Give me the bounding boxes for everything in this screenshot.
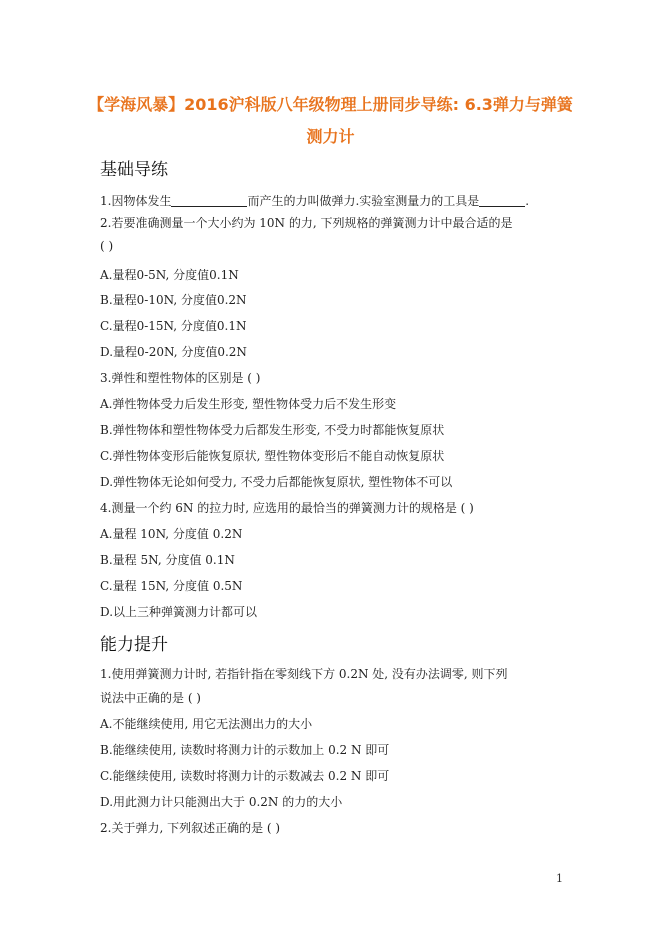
- question-4-option-c: C.量程 15N, 分度值 0.5N: [100, 579, 243, 593]
- page-number: 1: [556, 872, 563, 885]
- question-2-option-b: B.量程0-10N, 分度值0.2N: [100, 293, 247, 307]
- question-2-option-c: C.量程0-15N, 分度值0.1N: [100, 319, 247, 333]
- question-1-text-c: .: [525, 194, 530, 208]
- problem-2: 2.关于弹力, 下列叙述正确的是 ( ): [100, 821, 281, 835]
- question-4-option-a: A.量程 10N, 分度值 0.2N: [100, 527, 243, 541]
- question-1-text-b: 而产生的力叫做弹力.实验室测量力的工具是: [247, 194, 480, 208]
- question-4-option-d: D.以上三种弹簧测力计都可以: [100, 605, 258, 619]
- problem-1-option-d: D.用此测力计只能测出大于 0.2N 的力的大小: [100, 795, 343, 809]
- question-2-option-d: D.量程0-20N, 分度值0.2N: [100, 345, 247, 359]
- section-heading-basic-practice: 基础导练: [100, 160, 168, 180]
- question-1: [100, 192, 529, 209]
- answer-blank: [171, 194, 247, 207]
- question-4-option-b: B.量程 5N, 分度值 0.1N: [100, 553, 235, 567]
- section-heading-ability-improvement: 能力提升: [100, 635, 168, 655]
- problem-1-option-b: B.能继续使用, 读数时将测力计的示数加上 0.2 N 即可: [100, 743, 390, 757]
- question-2-line-2: ( ): [100, 239, 114, 253]
- question-3-option-a: A.弹性物体受力后发生形变, 塑性物体受力后不发生形变: [100, 397, 397, 411]
- document-title-line-2: 测力计: [306, 127, 355, 146]
- problem-1-line-2: 说法中正确的是 ( ): [100, 691, 201, 705]
- problem-1-line-1: 1.使用弹簧测力计时, 若指针指在零刻线下方 0.2N 处, 没有办法调零, 则下列: [100, 667, 508, 681]
- question-1-text-a: 1.因物体发生: [100, 194, 172, 208]
- problem-1-option-a: A.不能继续使用, 用它无法测出力的大小: [100, 717, 313, 731]
- answer-blank: [479, 194, 525, 207]
- question-3-option-b: B.弹性物体和塑性物体受力后都发生形变, 不受力时都能恢复原状: [100, 423, 445, 437]
- question-3: 3.弹性和塑性物体的区别是 ( ): [100, 371, 261, 385]
- question-2-line-1: 2.若要准确测量一个大小约为 10N 的力, 下列规格的弹簧测力计中最合适的是: [100, 216, 513, 230]
- problem-1-option-c: C.能继续使用, 读数时将测力计的示数减去 0.2 N 即可: [100, 769, 390, 783]
- question-2-option-a: A.量程0-5N, 分度值0.1N: [100, 268, 239, 282]
- document-title-line-1: 【学海风暴】2016沪科版八年级物理上册同步导练: 6.3弹力与弹簧: [88, 95, 573, 114]
- question-3-option-d: D.弹性物体无论如何受力, 不受力后都能恢复原状, 塑性物体不可以: [100, 475, 453, 489]
- question-4: 4.测量一个约 6N 的拉力时, 应选用的最恰当的弹簧测力计的规格是 ( ): [100, 501, 474, 515]
- question-3-option-c: C.弹性物体变形后能恢复原状, 塑性物体变形后不能自动恢复原状: [100, 449, 445, 463]
